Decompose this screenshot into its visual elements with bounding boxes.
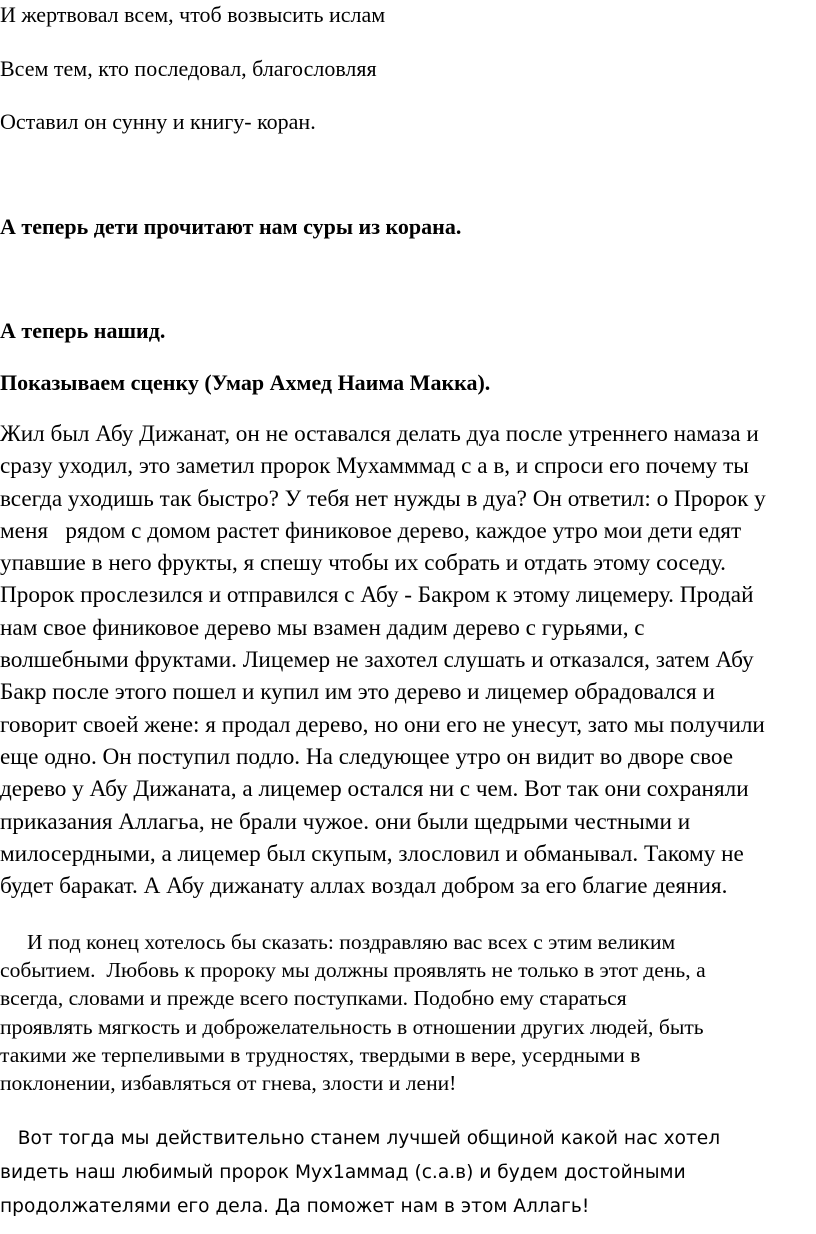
poem-line: Всем тем, кто последовал, благословляя [0, 56, 377, 81]
story-line: нам свое финиковое дерево мы взамен дадим дерево с гурьями, с [0, 614, 645, 641]
final-line: Вот тогда мы действительно станем лучшей общиной какой нас хотел [0, 1128, 721, 1149]
story-line: говорит своей жене: я продал дерево, но они его не унесут, зато мы получили [0, 711, 765, 738]
closing-line: поклонении, избавляться от гнева, злости и лени! [0, 1071, 457, 1096]
story-line: Жил был Абу Дижанат, он не оставался делать дуа после утреннего намаза и [0, 421, 759, 447]
closing-line: такими же терпеливыми в трудностях, твердыми в вере, усердными в [0, 1042, 641, 1067]
story-line: волшебными фруктами. Лицемер не захотел слушать и отказался, затем Абу [0, 647, 754, 674]
story-line: Бакр после этого пошел и купил им это дерево и лицемер обрадовался и [0, 679, 715, 706]
story-line: приказания Аллагьа, не брали чужое. они были щедрыми честными и [0, 808, 691, 835]
story-line: всегда уходишь так быстро? У тебя нет нужды в дуа? Он ответил: о Пророк у [0, 485, 766, 512]
poem-line: И жертвовал всем, чтоб возвысить ислам [0, 2, 386, 27]
heading-children-read: А теперь дети прочитают нам суры из корана. [0, 214, 462, 239]
story-line: будет баракат. А Абу дижанату аллах воздал добром за его благие деяния. [0, 873, 728, 900]
story-line: Пророк прослезился и отправился с Абу - Бакром к этому лицемеру. Продай [0, 582, 754, 609]
story-line: милосердными, а лицемер был скупым, злословил и обманывал. Такому не [0, 840, 744, 867]
story-line: дерево у Абу Дижаната, а лицемер остался ни с чем. Вот так они сохраняли [0, 776, 749, 803]
story-line: упавшие в него фрукты, я спешу чтобы их собрать и отдать этому соседу. [0, 550, 726, 577]
story-paragraph [0, 418, 816, 902]
story-line: сразу уходил, это заметил пророк Мухамммад с а в, и спроси его почему ты [0, 453, 749, 480]
heading-scene: Показываем сценку (Умар Ахмед Наима Макка). [0, 370, 491, 395]
final-paragraph [0, 1122, 816, 1224]
final-line: продолжателями его дела. Да поможет нам в этом Аллагь! [0, 1196, 590, 1217]
closing-paragraph [0, 928, 816, 1097]
story-line: меня рядом с домом растет финиковое дерево, каждое утро мои дети едят [0, 517, 742, 544]
heading-nasheed: А теперь нашид. [0, 318, 166, 343]
story-line: еще одно. Он поступил подло. На следующее утро он видит во дворе свое [0, 743, 734, 770]
poem-line: Оставил он сунну и книгу- коран. [0, 109, 316, 134]
closing-line: событием. Любовь к пророку мы должны проявлять не только в этот день, а [0, 958, 706, 983]
closing-line: всегда, словами и прежде всего поступками. Подобно ему стараться [0, 986, 627, 1011]
closing-line: И под конец хотелось бы сказать: поздравляю вас всех с этим великим [0, 930, 676, 954]
closing-line: проявлять мягкость и доброжелательность в отношении других людей, быть [0, 1014, 704, 1039]
final-line: видеть наш любимый пророк Мух1аммад (с.а.в) и будем достойными [0, 1162, 686, 1183]
